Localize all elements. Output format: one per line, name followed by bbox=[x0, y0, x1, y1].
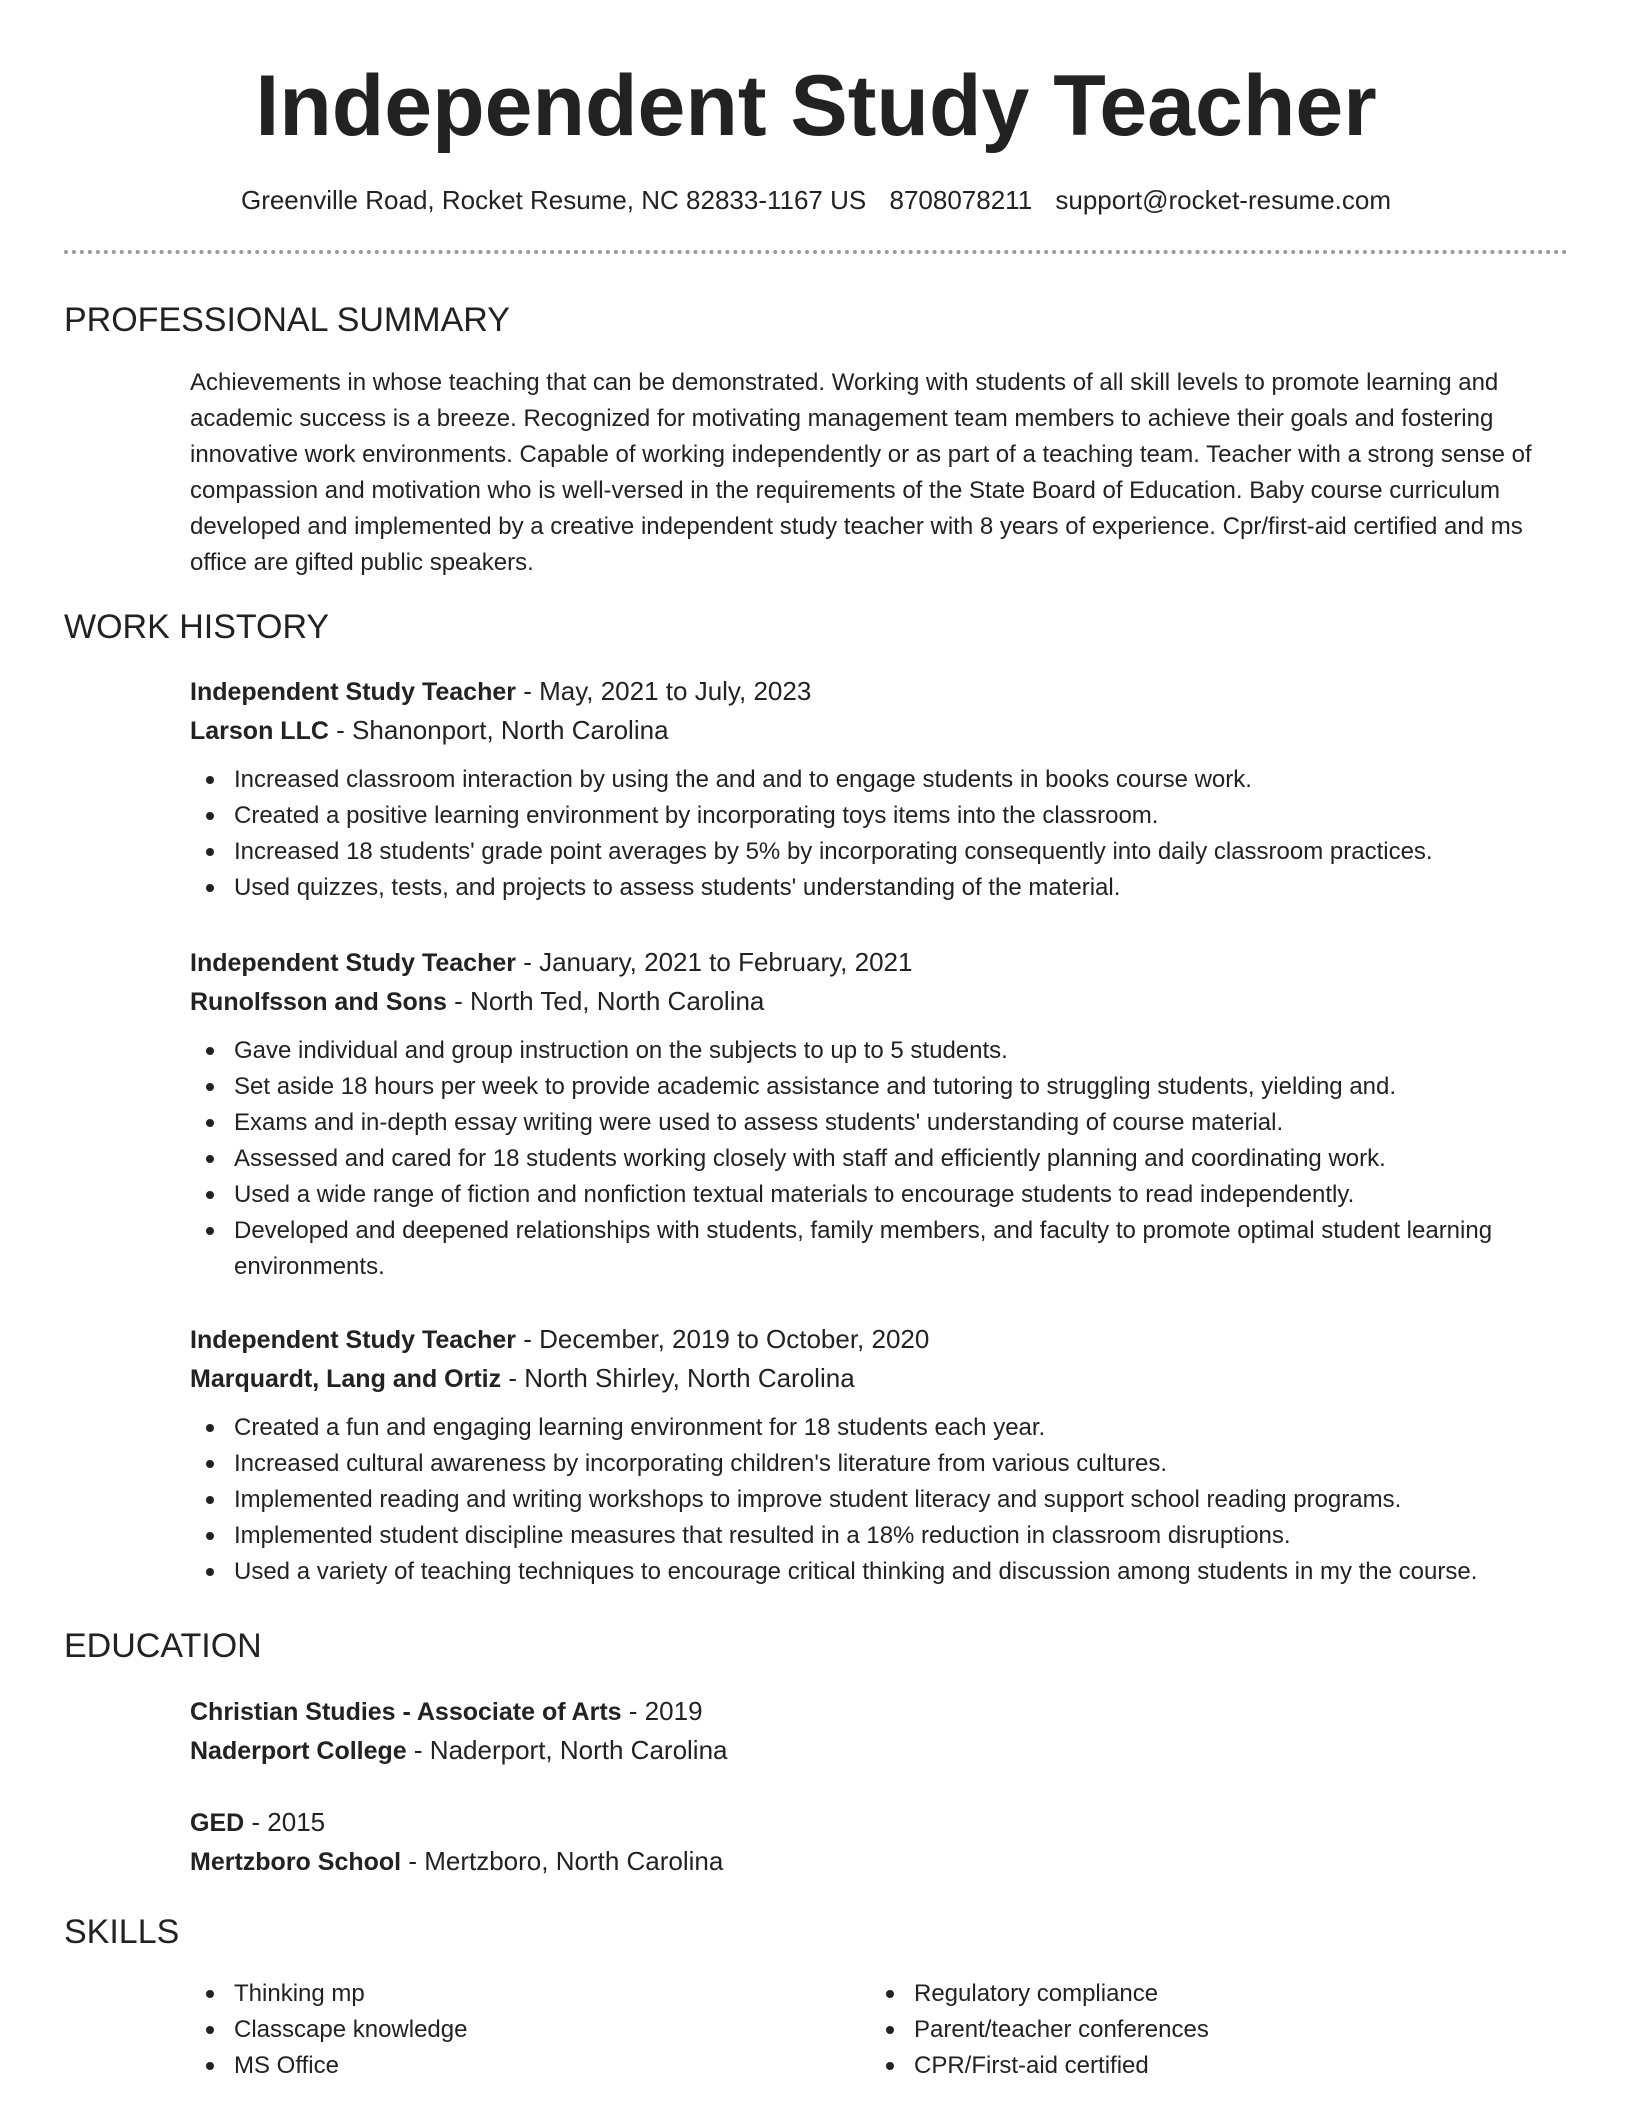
list-item: Used a wide range of fiction and nonfiction textual materials to encourage students to read independently. bbox=[190, 1177, 1570, 1213]
header-divider bbox=[64, 250, 1568, 254]
job-entry-3 bbox=[190, 1320, 1570, 1590]
list-item: Created a positive learning environment by incorporating toys items into the classroom. bbox=[190, 798, 1570, 834]
education-school-line bbox=[190, 1842, 1570, 1881]
list-item: Created a fun and engaging learning environment for 18 students each year. bbox=[190, 1410, 1570, 1446]
list-item: Increased 18 students' grade point averages by 5% by incorporating consequently into daily classroom practices. bbox=[190, 834, 1570, 870]
job-location: - North Shirley, North Carolina bbox=[501, 1363, 855, 1393]
education-school-line bbox=[190, 1731, 1570, 1770]
list-item: Used quizzes, tests, and projects to assess students' understanding of the material. bbox=[190, 870, 1570, 906]
job-entry-1 bbox=[190, 672, 1570, 906]
contact-email: support@rocket-resume.com bbox=[1055, 185, 1392, 215]
job-dates: - May, 2021 to July, 2023 bbox=[515, 676, 812, 706]
job-company-line bbox=[190, 982, 1570, 1021]
education-entry-1 bbox=[190, 1692, 1570, 1770]
education-degree: Christian Studies - Associate of Arts bbox=[190, 1698, 622, 1726]
job-company: Larson LLC bbox=[190, 717, 329, 745]
skill-item: Classcape knowledge bbox=[190, 2012, 830, 2048]
contact-phone: 8708078211 bbox=[889, 185, 1033, 215]
contact-line bbox=[0, 183, 1632, 217]
education-year: - 2019 bbox=[621, 1696, 703, 1726]
skill-item: Regulatory compliance bbox=[870, 1976, 1510, 2012]
job-location: - Shanonport, North Carolina bbox=[328, 715, 669, 745]
skills-list-left bbox=[190, 1976, 830, 2084]
skill-item: MS Office bbox=[190, 2048, 830, 2084]
education-degree-line bbox=[190, 1692, 1570, 1731]
list-item: Increased classroom interaction by using the and and to engage students in books course work. bbox=[190, 762, 1570, 798]
job-title: Independent Study Teacher bbox=[190, 949, 516, 977]
job-dates: - December, 2019 to October, 2020 bbox=[515, 1324, 930, 1354]
list-item: Exams and in-depth essay writing were used to assess students' understanding of course material. bbox=[190, 1105, 1570, 1141]
job-company: Marquardt, Lang and Ortiz bbox=[190, 1365, 502, 1393]
job-title-line bbox=[190, 943, 1570, 982]
list-item: Increased cultural awareness by incorporating children's literature from various cultures. bbox=[190, 1446, 1570, 1482]
list-item: Implemented reading and writing workshops to improve student literacy and support school reading programs. bbox=[190, 1482, 1570, 1518]
job-company: Runolfsson and Sons bbox=[190, 988, 447, 1016]
list-item: Used a variety of teaching techniques to encourage critical thinking and discussion among students in my the course. bbox=[190, 1554, 1570, 1590]
education-entry-2 bbox=[190, 1803, 1570, 1881]
list-item: Developed and deepened relationships with students, family members, and faculty to promote optimal student learning environments. bbox=[190, 1213, 1570, 1285]
job-title-line bbox=[190, 1320, 1570, 1359]
list-item: Gave individual and group instruction on the subjects to up to 5 students. bbox=[190, 1033, 1570, 1069]
job-title-line bbox=[190, 672, 1570, 711]
job-dates: - January, 2021 to February, 2021 bbox=[515, 947, 913, 977]
job-bullets bbox=[190, 1033, 1570, 1285]
skill-item: CPR/First-aid certified bbox=[870, 2048, 1510, 2084]
skill-item: Thinking mp bbox=[190, 1976, 830, 2012]
section-title-skills: SKILLS bbox=[64, 1913, 180, 1951]
section-title-summary: PROFESSIONAL SUMMARY bbox=[64, 301, 510, 339]
skills-list-right bbox=[870, 1976, 1510, 2084]
job-entry-2 bbox=[190, 943, 1570, 1285]
skill-item: Parent/teacher conferences bbox=[870, 2012, 1510, 2048]
job-location: - North Ted, North Carolina bbox=[446, 986, 765, 1016]
education-degree: GED bbox=[190, 1809, 245, 1837]
job-bullets bbox=[190, 1410, 1570, 1590]
job-company-line bbox=[190, 1359, 1570, 1398]
education-location: - Naderport, North Carolina bbox=[406, 1735, 728, 1765]
job-company-line bbox=[190, 711, 1570, 750]
education-degree-line bbox=[190, 1803, 1570, 1842]
list-item: Set aside 18 hours per week to provide academic assistance and tutoring to struggling students, yielding and. bbox=[190, 1069, 1570, 1105]
summary-text: Achievements in whose teaching that can be demonstrated. Working with students of all skill levels to promote learning and academic success is a breeze. Recognized for motivating management team members to achieve their goals and fostering innovative work environments. Capable of working independently or as part of a teaching team. Teacher with a strong sense of compassion and motivation who is well-versed in the requirements of the State Board of Education. Baby course curriculum developed and implemented by a creative independent study teacher with 8 years of experience. Cpr/first-aid certified and ms office are gifted public speakers. bbox=[190, 369, 1532, 576]
contact-address: Greenville Road, Rocket Resume, NC 82833-1167 US bbox=[240, 185, 867, 215]
job-title: Independent Study Teacher bbox=[190, 678, 516, 706]
resume-name: Independent Study Teacher bbox=[255, 58, 1377, 154]
job-title: Independent Study Teacher bbox=[190, 1326, 516, 1354]
education-location: - Mertzboro, North Carolina bbox=[401, 1846, 724, 1876]
education-school: Mertzboro School bbox=[190, 1848, 402, 1876]
list-item: Implemented student discipline measures that resulted in a 18% reduction in classroom disruptions. bbox=[190, 1518, 1570, 1554]
job-bullets bbox=[190, 762, 1570, 906]
section-title-work-history: WORK HISTORY bbox=[64, 608, 330, 646]
section-title-education: EDUCATION bbox=[64, 1627, 262, 1665]
education-school: Naderport College bbox=[190, 1737, 407, 1765]
list-item: Assessed and cared for 18 students working closely with staff and efficiently planning and coordinating work. bbox=[190, 1141, 1570, 1177]
education-year: - 2015 bbox=[244, 1807, 326, 1837]
